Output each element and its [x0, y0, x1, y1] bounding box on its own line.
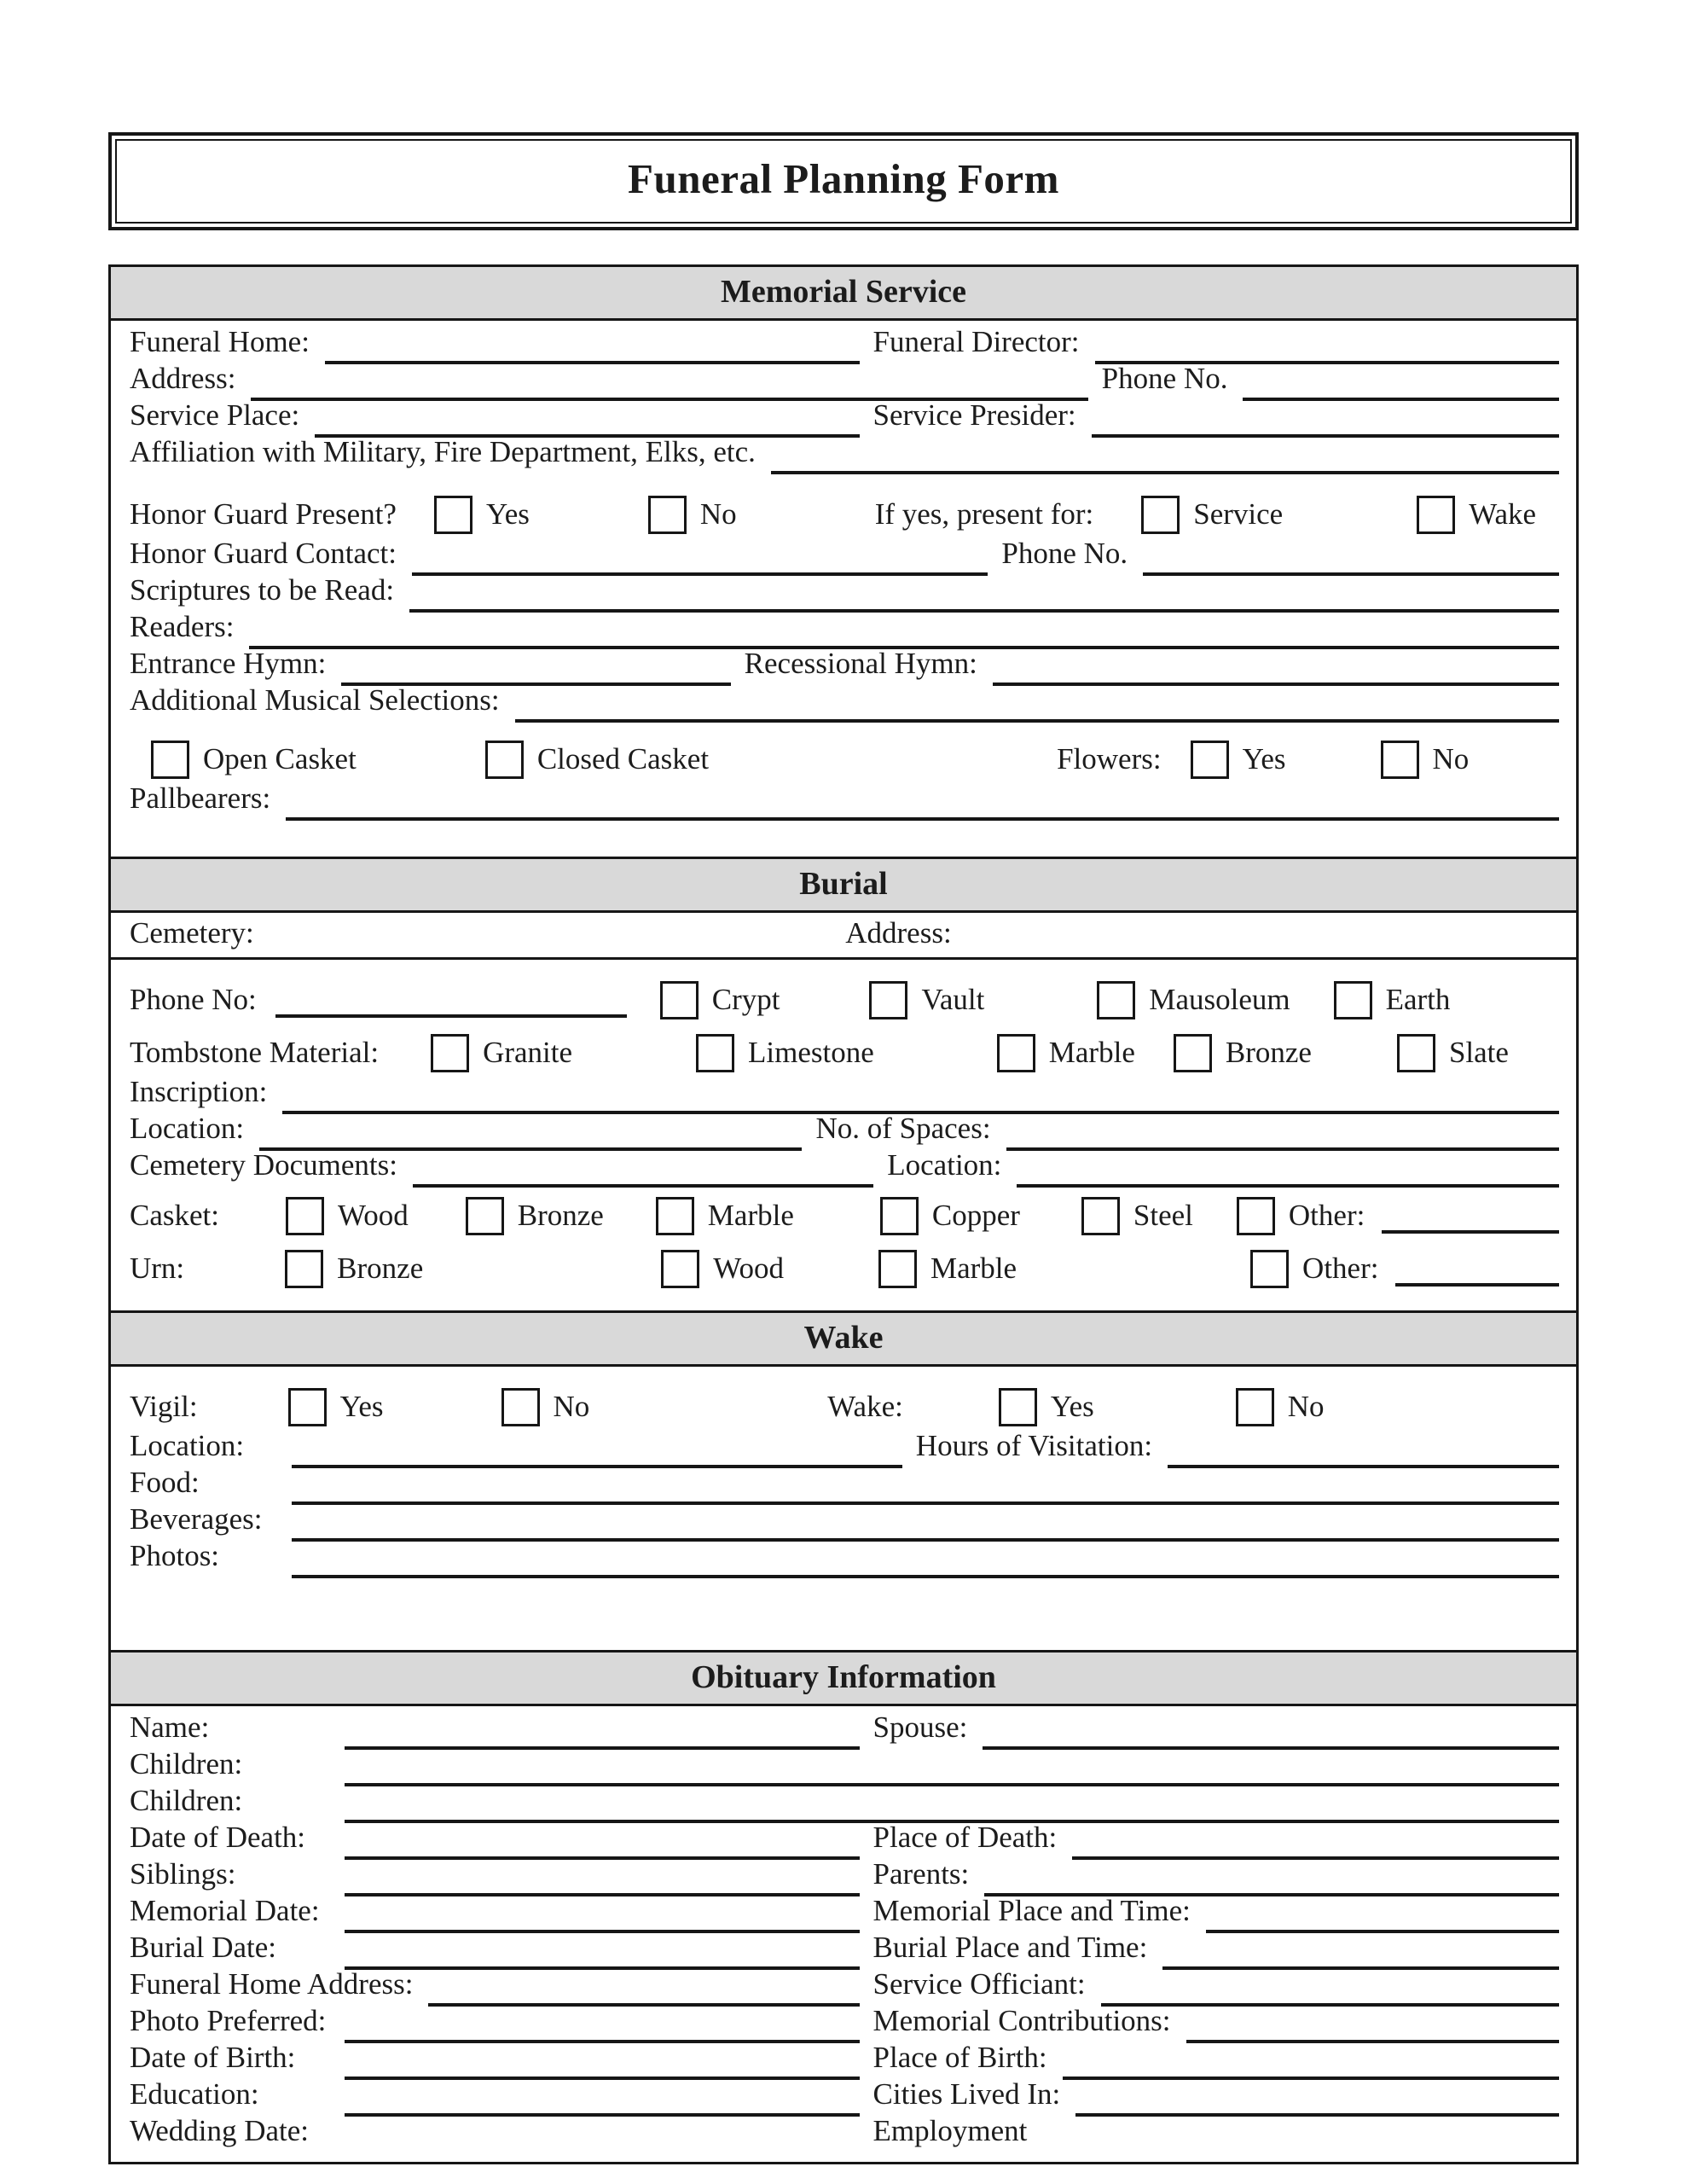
page-title: Funeral Planning Form [628, 155, 1059, 202]
burial-date-input[interactable] [345, 1941, 860, 1970]
closed-casket-label: Closed Casket [536, 742, 710, 775]
urn-other-label: Other: [1302, 1252, 1379, 1285]
scriptures-input[interactable] [409, 584, 1559, 613]
burial-phone-no-label: Phone No: [130, 983, 257, 1016]
education-row [130, 2077, 1559, 2118]
beverages-row [130, 1502, 1559, 1543]
place-of-death-label: Place of Death: [872, 1821, 1058, 1854]
urn-wood-label: Wood [713, 1252, 784, 1285]
tombstone-limestone-label: Limestone [748, 1036, 874, 1069]
form-table [108, 264, 1579, 2164]
death-row [130, 1821, 1559, 1862]
wedding-employment-row [130, 2114, 1559, 2155]
burial-earth-label: Earth [1385, 983, 1451, 1016]
open-casket-checkbox[interactable] [151, 741, 189, 779]
open-casket-label: Open Casket [203, 742, 357, 775]
children-2-label: Children: [130, 1784, 243, 1817]
additional-musical-label: Additional Musical Selections: [130, 683, 500, 717]
spouse-input[interactable] [983, 1721, 1559, 1750]
wedding-date-label: Wedding Date: [130, 2114, 310, 2147]
education-input[interactable] [345, 2088, 860, 2117]
address-row [130, 362, 1559, 403]
funeral-home-row [130, 325, 1559, 366]
cities-lived-in-input[interactable] [1075, 2088, 1559, 2117]
urn-marble-label: Marble [930, 1252, 1017, 1285]
siblings-label: Siblings: [130, 1857, 236, 1891]
photo-preferred-input[interactable] [345, 2014, 860, 2043]
tombstone-material-row [130, 1026, 1559, 1079]
photos-label: Photos: [130, 1539, 220, 1572]
entrance-hymn-input[interactable] [341, 657, 730, 686]
casket-bronze-label: Bronze [517, 1199, 604, 1232]
address-input[interactable] [251, 372, 1087, 401]
vigil-no-checkbox[interactable] [501, 1388, 540, 1426]
wake-no-checkbox[interactable] [1236, 1388, 1274, 1426]
inscription-input[interactable] [282, 1085, 1559, 1114]
wake-no-label: No [1287, 1390, 1325, 1423]
vigil-wake-row [130, 1380, 1559, 1433]
children-1-label: Children: [130, 1747, 243, 1780]
inscription-row [130, 1075, 1559, 1116]
burial-earth-checkbox[interactable] [1334, 981, 1372, 1019]
casket-wood-checkbox[interactable] [286, 1197, 324, 1235]
tombstone-slate-checkbox[interactable] [1397, 1034, 1435, 1072]
no-of-spaces-input[interactable] [1006, 1122, 1559, 1151]
present-for-service-label: Service [1193, 497, 1284, 531]
flowers-yes-checkbox[interactable] [1191, 741, 1229, 779]
tombstone-bronze-checkbox[interactable] [1174, 1034, 1212, 1072]
photo-preferred-row [130, 2004, 1559, 2045]
casket-bronze-checkbox[interactable] [466, 1197, 504, 1235]
photos-input[interactable] [292, 1549, 1559, 1578]
flowers-label: Flowers: [1057, 742, 1162, 775]
name-spouse-row [130, 1711, 1559, 1751]
form-title-inner [115, 139, 1572, 224]
readers-input[interactable] [249, 620, 1559, 649]
wake-yes-checkbox[interactable] [999, 1388, 1037, 1426]
urn-material-row [130, 1242, 1559, 1295]
employment-label: Employment [872, 2114, 1028, 2147]
honor-guard-yes-label: Yes [485, 497, 530, 531]
birth-row [130, 2041, 1559, 2082]
affiliation-input[interactable] [771, 445, 1559, 474]
flowers-no-checkbox[interactable] [1381, 741, 1419, 779]
funeral-director-input[interactable] [1095, 335, 1559, 364]
burial-location-input[interactable] [259, 1122, 802, 1151]
casket-material-row [130, 1189, 1559, 1242]
burial-location-label: Location: [130, 1112, 245, 1145]
name-label: Name: [130, 1711, 210, 1744]
service-place-input[interactable] [315, 409, 859, 438]
burial-phone-no-input[interactable] [275, 1014, 627, 1018]
tombstone-slate-label: Slate [1448, 1036, 1509, 1069]
burial-place-time-label: Burial Place and Time: [872, 1931, 1148, 1964]
beverages-input[interactable] [292, 1513, 1559, 1542]
children-2-input[interactable] [345, 1794, 1559, 1823]
additional-musical-input[interactable] [515, 694, 1559, 723]
wake-location-input[interactable] [292, 1439, 902, 1468]
funeral-home-address-row [130, 1967, 1559, 2008]
casket-flowers-row [130, 733, 1559, 786]
casket-marble-checkbox[interactable] [656, 1197, 694, 1235]
place-of-birth-input[interactable] [1063, 2051, 1559, 2080]
if-yes-present-for-label: If yes, present for: [874, 497, 1094, 531]
memorial-contributions-input[interactable] [1186, 2014, 1559, 2043]
pallbearers-input[interactable] [286, 792, 1559, 821]
phone-no-label: Phone No. [1101, 362, 1228, 395]
present-for-wake-label: Wake [1469, 497, 1537, 531]
honor-guard-no-checkbox[interactable] [648, 496, 687, 534]
burial-vault-label: Vault [921, 983, 985, 1016]
section-header-wake: Wake [111, 1310, 1576, 1367]
tombstone-granite-label: Granite [483, 1036, 573, 1069]
memorial-place-time-input[interactable] [1206, 1904, 1559, 1933]
readers-label: Readers: [130, 610, 235, 643]
food-label: Food: [130, 1466, 200, 1499]
present-for-service-checkbox[interactable] [1141, 496, 1180, 534]
honor-guard-yes-checkbox[interactable] [434, 496, 472, 534]
flowers-no-label: No [1432, 742, 1470, 775]
tombstone-marble-label: Marble [1048, 1036, 1135, 1069]
honor-guard-contact-input[interactable] [412, 547, 988, 576]
section-header-memorial-service: Memorial Service [111, 267, 1576, 321]
form-title-box [108, 132, 1579, 230]
closed-casket-checkbox[interactable] [485, 741, 524, 779]
readers-row [130, 610, 1559, 651]
documents-location-label: Location: [887, 1148, 1002, 1182]
children-1-input[interactable] [345, 1757, 1559, 1786]
honor-guard-contact-label: Honor Guard Contact: [130, 537, 397, 570]
tombstone-bronze-label: Bronze [1225, 1036, 1312, 1069]
present-for-wake-checkbox[interactable] [1417, 496, 1455, 534]
burial-crypt-checkbox[interactable] [660, 981, 699, 1019]
burial-date-label: Burial Date: [130, 1931, 277, 1964]
service-presider-label: Service Presider: [872, 398, 1076, 432]
contact-phone-no-label: Phone No. [1001, 537, 1128, 570]
casket-other-input[interactable] [1382, 1230, 1559, 1234]
scriptures-row [130, 573, 1559, 614]
wake-yes-label: Yes [1050, 1390, 1094, 1423]
hours-of-visitation-label: Hours of Visitation: [915, 1429, 1153, 1462]
funeral-home-label: Funeral Home: [130, 325, 310, 358]
casket-marble-label: Marble [707, 1199, 794, 1232]
education-label: Education: [130, 2077, 259, 2111]
urn-other-input[interactable] [1395, 1283, 1559, 1287]
vigil-no-label: No [553, 1390, 590, 1423]
food-row [130, 1466, 1559, 1507]
burial-address-label: Address: [845, 916, 952, 950]
service-officiant-input[interactable] [1101, 1978, 1559, 2007]
no-of-spaces-label: No. of Spaces: [815, 1112, 991, 1145]
casket-copper-label: Copper [931, 1199, 1020, 1232]
siblings-input[interactable] [345, 1867, 860, 1896]
section-header-burial: Burial [111, 857, 1576, 913]
contact-phone-no-input[interactable] [1143, 547, 1559, 576]
hours-of-visitation-input[interactable] [1168, 1439, 1559, 1468]
vigil-yes-checkbox[interactable] [288, 1388, 327, 1426]
wake-label: Wake: [827, 1390, 903, 1423]
urn-bronze-label: Bronze [337, 1252, 424, 1285]
burial-mausoleum-checkbox[interactable] [1097, 981, 1135, 1019]
casket-wood-label: Wood [337, 1199, 409, 1232]
burial-crypt-label: Crypt [711, 983, 780, 1016]
service-officiant-label: Service Officiant: [872, 1967, 1086, 2001]
additional-musical-row [130, 683, 1559, 724]
phone-no-input[interactable] [1243, 372, 1559, 401]
casket-copper-checkbox[interactable] [880, 1197, 919, 1235]
pallbearers-row [130, 781, 1559, 822]
memorial-date-row [130, 1894, 1559, 1935]
memorial-date-label: Memorial Date: [130, 1894, 320, 1927]
obituary-section [111, 1706, 1576, 2162]
documents-location-input[interactable] [1017, 1159, 1559, 1188]
funeral-director-label: Funeral Director: [872, 325, 1080, 358]
date-of-birth-label: Date of Birth: [130, 2041, 296, 2074]
memorial-place-time-label: Memorial Place and Time: [872, 1894, 1191, 1927]
urn-marble-checkbox[interactable] [878, 1250, 917, 1288]
memorial-contributions-label: Memorial Contributions: [872, 2004, 1171, 2037]
pallbearers-label: Pallbearers: [130, 781, 271, 815]
memorial-date-input[interactable] [345, 1904, 860, 1933]
location-spaces-row [130, 1112, 1559, 1153]
memorial-service-section [111, 321, 1576, 857]
recessional-hymn-input[interactable] [993, 657, 1559, 686]
funeral-home-address-input[interactable] [428, 1978, 859, 2007]
children-row-2 [130, 1784, 1559, 1825]
urn-wood-checkbox[interactable] [661, 1250, 699, 1288]
wake-location-label: Location: [130, 1429, 245, 1462]
cemetery-address-row [111, 913, 1576, 960]
place-of-death-input[interactable] [1072, 1831, 1559, 1860]
burial-mausoleum-label: Mausoleum [1149, 983, 1290, 1016]
burial-place-time-input[interactable] [1162, 1941, 1559, 1970]
wake-location-row [130, 1429, 1559, 1470]
beverages-label: Beverages: [130, 1502, 263, 1536]
cemetery-documents-label: Cemetery Documents: [130, 1148, 397, 1182]
casket-steel-label: Steel [1133, 1199, 1193, 1232]
wake-section [111, 1367, 1576, 1650]
siblings-parents-row [130, 1857, 1559, 1898]
burial-phone-row [130, 973, 1559, 1026]
honor-guard-contact-row [130, 537, 1559, 578]
name-input[interactable] [345, 1721, 860, 1750]
flowers-yes-label: Yes [1242, 742, 1286, 775]
honor-guard-no-label: No [699, 497, 737, 531]
honor-guard-present-label: Honor Guard Present? [130, 497, 397, 531]
casket-other-label: Other: [1288, 1199, 1365, 1232]
casket-other-checkbox[interactable] [1237, 1197, 1275, 1235]
vigil-yes-label: Yes [339, 1390, 384, 1423]
cities-lived-in-label: Cities Lived In: [872, 2077, 1061, 2111]
tombstone-material-label: Tombstone Material: [130, 1036, 380, 1069]
spouse-label: Spouse: [872, 1711, 968, 1744]
photo-preferred-label: Photo Preferred: [130, 2004, 327, 2037]
urn-label: Urn: [130, 1252, 185, 1285]
funeral-home-address-label: Funeral Home Address: [130, 1967, 414, 2001]
hymns-row [130, 647, 1559, 688]
cemetery-documents-row [130, 1148, 1559, 1189]
inscription-label: Inscription: [130, 1075, 268, 1108]
food-input[interactable] [292, 1476, 1559, 1505]
burial-vault-checkbox[interactable] [869, 981, 907, 1019]
burial-section [111, 960, 1576, 1310]
service-presider-input[interactable] [1092, 409, 1559, 438]
entrance-hymn-label: Entrance Hymn: [130, 647, 327, 680]
parents-label: Parents: [872, 1857, 970, 1891]
section-header-obituary: Obituary Information [111, 1650, 1576, 1706]
tombstone-marble-checkbox[interactable] [997, 1034, 1035, 1072]
date-of-birth-input[interactable] [345, 2051, 860, 2080]
funeral-home-input[interactable] [325, 335, 860, 364]
burial-date-row [130, 1931, 1559, 1972]
date-of-death-input[interactable] [345, 1831, 860, 1860]
parents-input[interactable] [984, 1867, 1559, 1896]
affiliation-label: Affiliation with Military, Fire Department, Elks, etc. [130, 435, 756, 468]
urn-bronze-checkbox[interactable] [285, 1250, 323, 1288]
casket-label: Casket: [130, 1199, 219, 1232]
recessional-hymn-label: Recessional Hymn: [744, 647, 977, 680]
cemetery-label: Cemetery: [130, 916, 254, 950]
cemetery-documents-input[interactable] [413, 1159, 873, 1188]
service-place-label: Service Place: [130, 398, 300, 432]
service-place-row [130, 398, 1559, 439]
affiliation-row [130, 435, 1559, 476]
tombstone-limestone-checkbox[interactable] [696, 1034, 734, 1072]
honor-guard-row [130, 488, 1559, 541]
place-of-birth-label: Place of Birth: [872, 2041, 1047, 2074]
vigil-label: Vigil: [130, 1390, 198, 1423]
date-of-death-label: Date of Death: [130, 1821, 306, 1854]
photos-row [130, 1539, 1559, 1580]
casket-steel-checkbox[interactable] [1081, 1197, 1120, 1235]
tombstone-granite-checkbox[interactable] [431, 1034, 469, 1072]
scriptures-label: Scriptures to be Read: [130, 573, 395, 607]
children-row-1 [130, 1747, 1559, 1788]
address-label: Address: [130, 362, 236, 395]
urn-other-checkbox[interactable] [1250, 1250, 1289, 1288]
